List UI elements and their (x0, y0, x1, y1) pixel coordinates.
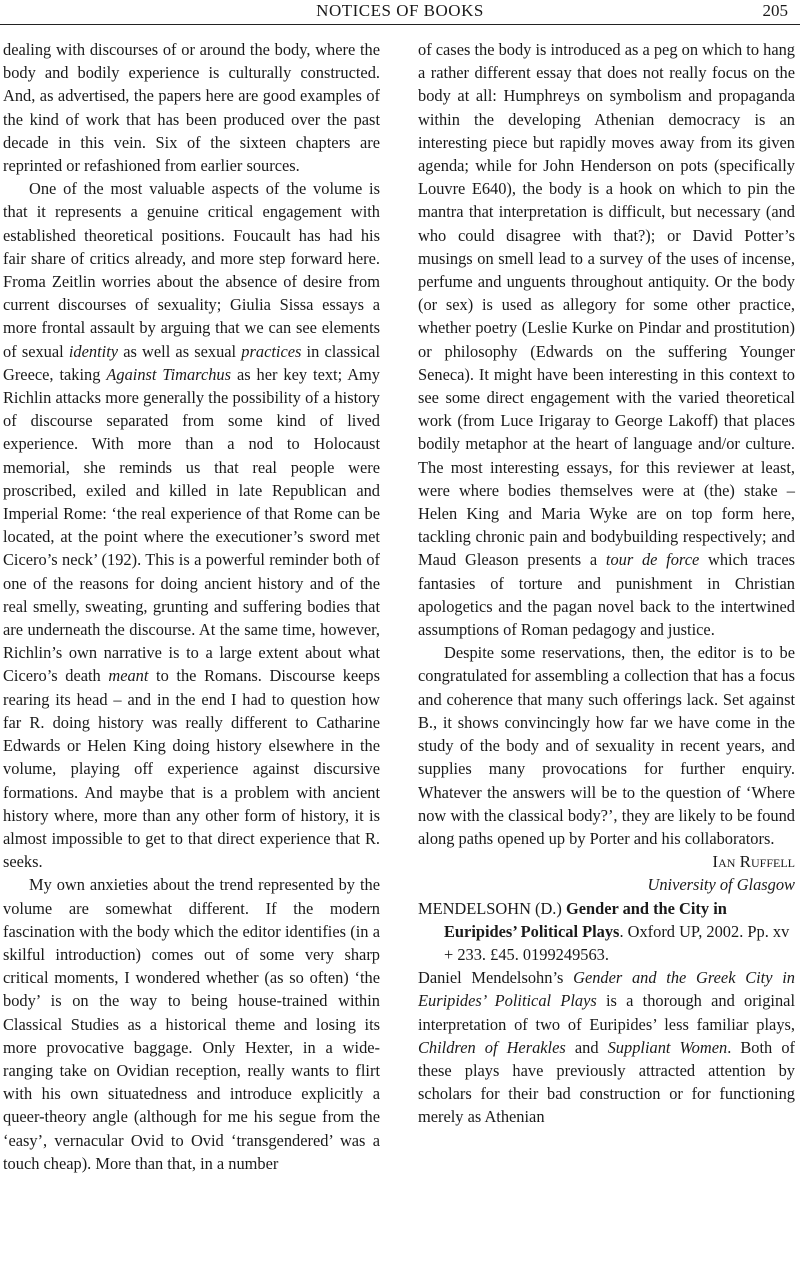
reviewer-affiliation: University of Glasgow (647, 875, 795, 895)
running-title: NOTICES OF BOOKS (316, 1, 484, 20)
paragraph: dealing with discourses of or around the body, where the body and bodily experience is culturally constructed. And, as advertised, the papers here are good examples of the kind of work that has been produced over the past decade in this vein. Six of the sixteen chapters are reprinted or refashioned from earlier sources. (3, 40, 380, 176)
paragraph: of cases the body is introduced as a peg on which to hang a rather different essay that does not really focus on the body at all: Humphreys on symbolism and propaganda within the developing Athenian democracy is an interesting piece but rapidly moves away from its given agenda; while for John Henderson on pots (specifically Louvre E640), the body is a hook on which to pin the mantra that interpretation is difficult, but necessary (and who could disagree with that?); or David Potter’s musings on smell lead to a survey of the uses of incense, perfume and unguents throughout antiquity. Or the body (or sex) is used as allegory for some other practice, whether poetry (Leslie Kurke on Pindar and prostitution) or philosophy (Edwards on the suffering Younger Seneca). It might have been interesting in this context to see some direct engagement with the varied theoretical work (from Luce Irigaray to George Lakoff) that places bodily metaphor at the heart of language and/or culture. The most interesting essays, for this reviewer at least, were where bodies themselves were at (the) stake – Helen King and Maria Wyke are on top form here, tackling chronic pain and bodybuilding respectively; and Maud Gleason presents a tour de force which traces fantasies of torture and punishment in Christian apologetics and the pagan novel back to the intertwined assumptions of Roman pedagogy and justice. (418, 40, 796, 640)
page-header (0, 0, 800, 25)
page-number: 205 (762, 1, 788, 20)
left-column (3, 38, 380, 1175)
paragraph: One of the most valuable aspects of the volume is that it represents a genuine critical engagement with established theoretical positions. Foucault has had his fair share of critics already, and more step forward here. Froma Zeitlin worries about the absence of desire from current discourses of sexuality; Giulia Sissa essays a more frontal assault by arguing that we can see elements of sexual identity as well as sexual practices in classical Greece, taking Against Timarchus as her key text; Amy Richlin attacks more generally the possibility of a history of discourse separated from some kind of lived experience. With more than a nod to Holocaust memorial, she reminds us that real people were proscribed, exiled and killed in late Republican and Imperial Rome: ‘the real experience of that Rome can be located, at the point where the executioner’s sword met Cicero’s neck’ (192). This is a powerful reminder both of one of the reasons for doing ancient history and of the real smelly, sweating, grunting and suffering bodies that are underneath the discourse. At the same time, however, Richlin’s own narrative is to a large extent about what Cicero’s death meant to the Romans. Discourse keeps rearing its head – and in the end I had to question how far R. doing history was really different to Catharine Edwards or Helen King doing history elsewhere in the volume, playing off experience against discursive formations. And maybe that is a problem with ancient history where, more than any other form of history, it is almost impossible to get to that direct experience that R. seeks. (3, 179, 381, 872)
right-column (418, 38, 795, 1129)
paragraph: Despite some reservations, then, the editor is to be congratulated for assembling a collection that has a focus and coherence that many such offerings lack. Set against B., it shows convincingly how far we have come in the study of the body and of sexuality in recent years, and supplies many provocations for further enquiry. Whatever the answers will be to the question of ‘Where now with the classical body?’, they are likely to be found along paths opened up by Porter and his collaborators. (418, 643, 795, 848)
reviewer-name: Ian Ruffell (712, 852, 795, 872)
book-citation: MENDELSOHN (D.) Gender and the City in Euripides’ Political Plays. Oxford UP, 2002. Pp. xv + 233. £45. 0199249563. (418, 898, 790, 964)
paragraph: My own anxieties about the trend represented by the volume are somewhat different. If the modern fascination with the body which the editor identifies (in a skilful introduction) comes out of some very sharp critical moments, I wondered whether (as so often) ‘the body’ is on the way to being house-trained within Classical Studies as a historical theme and losing its more provocative baggage. Only Hexter, in a wide-ranging take on Ovidian reception, really wants to flirt with his own situatedness and introduce explicitly a queer-theory angle (although for me his segue from the ‘easy’, vernacular Ovid to Ovid ‘transgendered’ was a touch cheap). More than that, in a number (3, 875, 380, 1173)
paragraph: Daniel Mendelsohn’s Gender and the Greek City in Euripides’ Political Plays is a thorough and original interpretation of two of Euripides’ less familiar plays, Children of Herakles and Suppliant Women. Both of these plays have previously attracted attention by scholars for their bad construction or for functioning merely as Athenian (418, 968, 795, 1127)
reviewer-signature (418, 850, 795, 896)
